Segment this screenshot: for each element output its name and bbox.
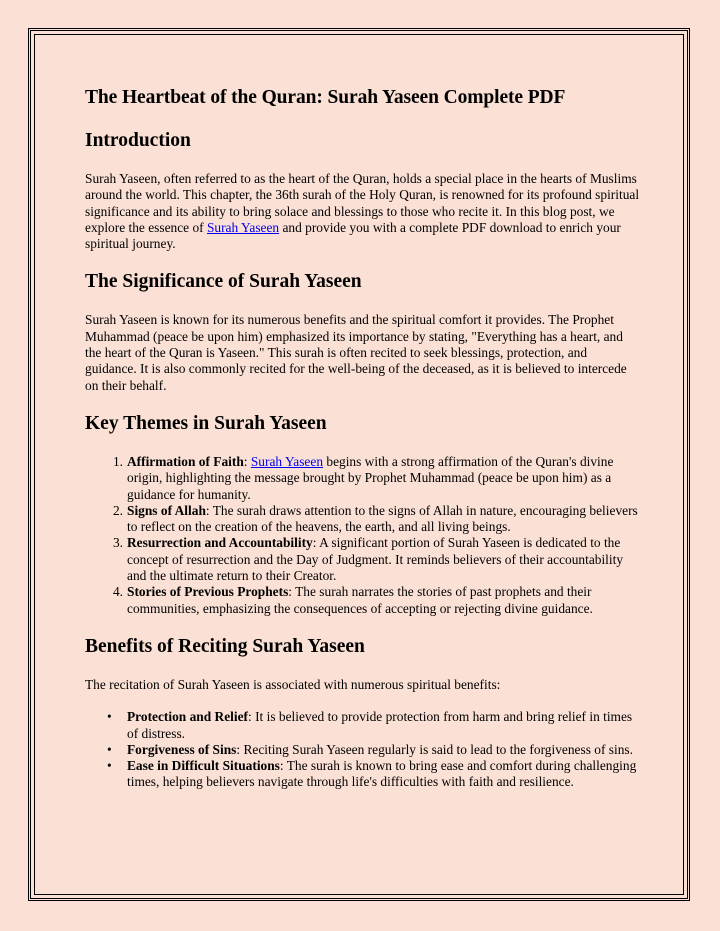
list-item: • Forgiveness of Sins: Reciting Surah Yaseen regularly is said to lead to the forgiveness of sins. [107, 741, 633, 757]
list-item: 4. Stories of Previous Prophets: The surah narrates the stories of past prophets and their communities, emphasizing the consequences of accepting or rejecting divine guidance. [112, 584, 593, 616]
bullet-icon: • [107, 741, 112, 757]
list-item: 2. Signs of Allah: The surah draws attention to the signs of Allah in nature, encouraging believers to reflect on the creation of the heavens, the earth, and all living beings. [112, 502, 638, 535]
benefits-list [85, 709, 640, 790]
benefits-heading: Benefits of Reciting Surah Yaseen [85, 635, 365, 657]
significance-heading: The Significance of Surah Yaseen [85, 271, 362, 293]
list-item: 1. Affirmation of Faith: Surah Yaseen begins with a strong affirmation of the Quran's divine origin, highlighting the message brought by Prophet Muhammad (peace be upon him) as a guidance for humanity. [112, 453, 614, 502]
surah-yaseen-link[interactable]: Surah Yaseen [206, 219, 280, 235]
list-item: • Ease in Difficult Situations: The surah is known to bring ease and comfort during challenging times, helping believers navigate through life's difficulties with faith and resilience. [107, 758, 637, 790]
list-item: 3. Resurrection and Accountability: A significant portion of Surah Yaseen is dedicated to the concept of resurrection and the Day of Judgment. It reminds believers of their accountability and the ultimate return to their Creator. [112, 535, 624, 584]
list-item: • Protection and Relief: It is believed to provide protection from harm and bring relief in times of distress. [107, 709, 633, 741]
themes-heading: Key Themes in Surah Yaseen [85, 412, 327, 434]
document-body [85, 86, 640, 791]
benefits-intro: The recitation of Surah Yaseen is associated with numerous spiritual benefits: [85, 676, 501, 692]
surah-yaseen-link[interactable]: Surah Yaseen [250, 453, 324, 469]
bullet-icon: • [107, 758, 112, 774]
bullet-icon: • [107, 709, 112, 725]
intro-heading: Introduction [85, 130, 191, 151]
themes-list [85, 454, 640, 617]
intro-paragraph: Surah Yaseen, often referred to as the heart of the Quran, holds a special place in the hearts of Muslims around the world. This chapter, the 36th surah of the Holy Quran, is renowned for its profound spiritual significance and its ability to bring solace and blessings to those who recite it. In this blog post, we explore the essence of Surah Yaseen and provide you with a complete PDF download to enrich your spiritual journey. [85, 171, 640, 252]
significance-paragraph: Surah Yaseen is known for its numerous benefits and the spiritual comfort it provides. The Prophet Muhammad (peace be upon him) emphasized its importance by stating, "Everything has a heart, and the heart of the Quran is Yaseen." This surah is often recited to seek blessings, protection, and guidance. It is also commonly recited for the well-being of the deceased, as it is believed to intercede on their behalf. [85, 312, 627, 393]
page-title: The Heartbeat of the Quran: Surah Yaseen Complete PDF [85, 87, 566, 108]
